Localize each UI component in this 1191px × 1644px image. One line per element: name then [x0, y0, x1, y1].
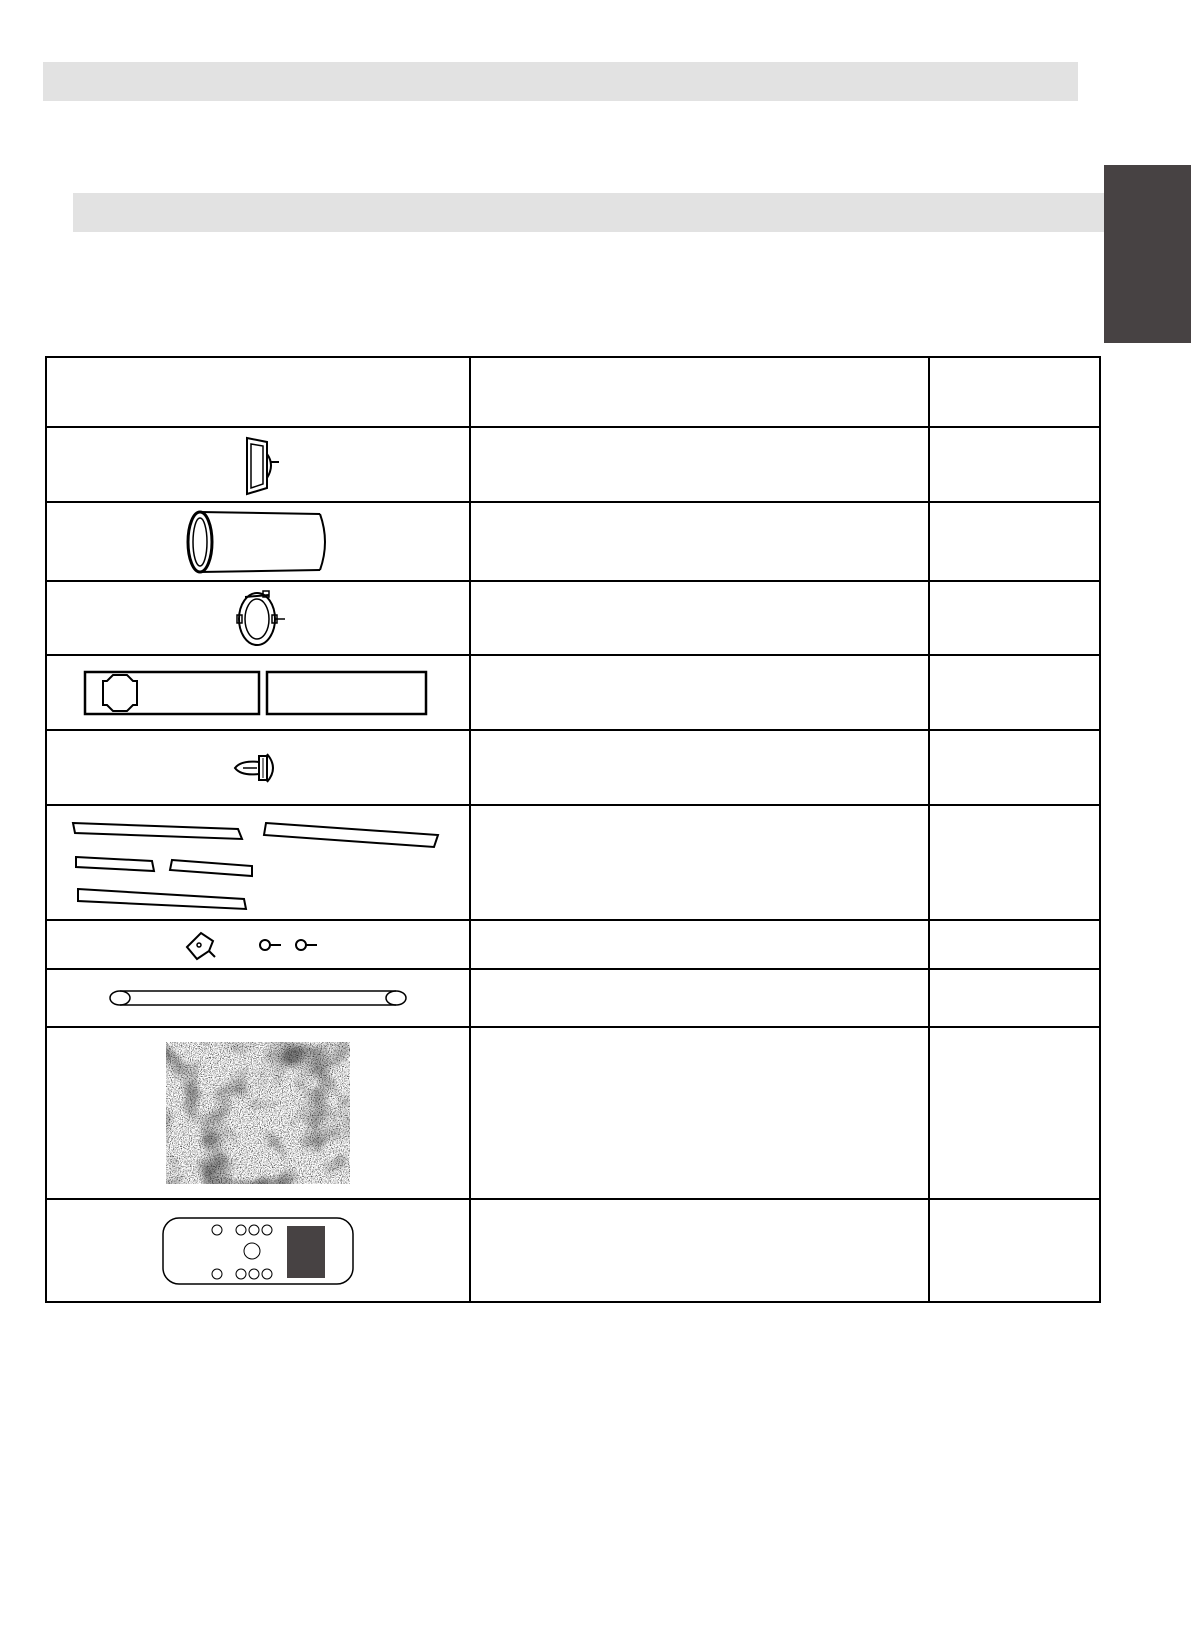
table-header-cell — [929, 357, 1100, 427]
filter-pad-icon — [166, 1042, 350, 1184]
item-name — [470, 969, 929, 1027]
item-qty — [929, 730, 1100, 805]
image-cell — [46, 730, 470, 805]
foam-seal-strips-icon — [68, 813, 448, 913]
image-cell — [46, 427, 470, 502]
item-name — [470, 1199, 929, 1302]
table-header-row — [46, 357, 1100, 427]
table-row — [46, 920, 1100, 969]
image-cell — [46, 655, 470, 730]
accessories-table — [45, 356, 1101, 1303]
subsection-header-band — [73, 193, 1108, 232]
item-qty — [929, 502, 1100, 581]
image-cell — [46, 920, 470, 969]
item-qty — [929, 969, 1100, 1027]
image-cell — [46, 502, 470, 581]
wall-adapter-icon — [223, 585, 293, 651]
table-row — [46, 1199, 1100, 1302]
anchor-plug-icon — [223, 746, 293, 790]
item-name — [470, 502, 929, 581]
table-header-cell — [470, 357, 929, 427]
bracket-and-screws-icon — [183, 927, 333, 963]
item-name — [470, 427, 929, 502]
item-qty — [929, 1027, 1100, 1199]
table-row — [46, 427, 1100, 502]
exhaust-hose-icon — [178, 507, 338, 577]
image-cell — [46, 581, 470, 655]
image-cell — [46, 969, 470, 1027]
table-row — [46, 581, 1100, 655]
item-name — [470, 730, 929, 805]
item-name — [470, 805, 929, 920]
item-qty — [929, 920, 1100, 969]
language-side-tab — [1104, 165, 1191, 343]
table-row — [46, 655, 1100, 730]
item-name — [470, 1027, 929, 1199]
table-row — [46, 1027, 1100, 1199]
table-row — [46, 805, 1100, 920]
table-header-cell — [46, 357, 470, 427]
item-qty — [929, 805, 1100, 920]
table-row — [46, 730, 1100, 805]
remote-control-icon — [161, 1216, 355, 1286]
table-row — [46, 969, 1100, 1027]
item-qty — [929, 1199, 1100, 1302]
image-cell — [46, 1199, 470, 1302]
item-qty — [929, 581, 1100, 655]
item-qty — [929, 427, 1100, 502]
item-qty — [929, 655, 1100, 730]
window-slider-panels-icon — [83, 669, 433, 717]
item-name — [470, 655, 929, 730]
image-cell — [46, 1027, 470, 1199]
image-cell — [46, 805, 470, 920]
table-row — [46, 502, 1100, 581]
item-name — [470, 581, 929, 655]
window-slider-connector-icon — [223, 432, 293, 498]
item-name — [470, 920, 929, 969]
section-header-band — [43, 62, 1078, 101]
drain-hose-icon — [108, 986, 408, 1010]
